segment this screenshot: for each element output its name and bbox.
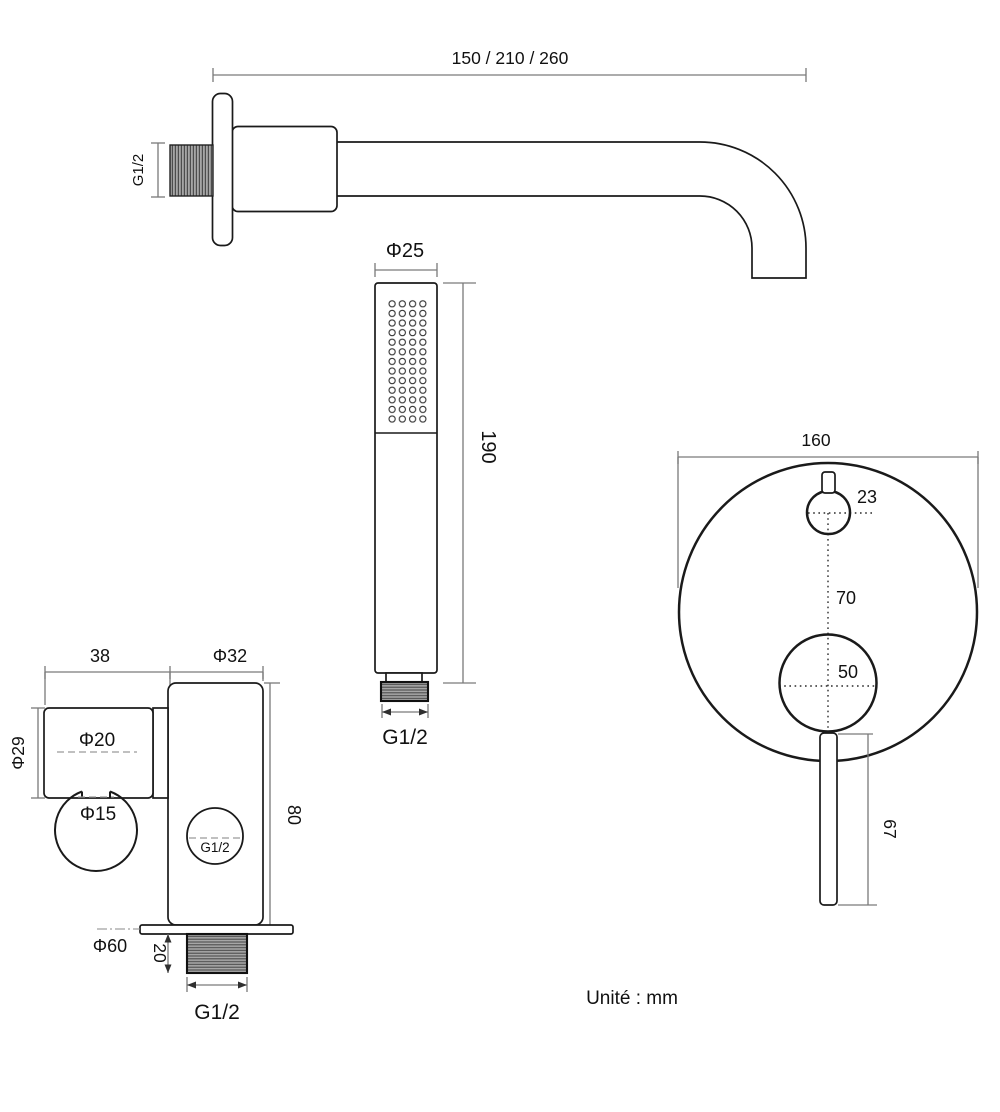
- diverter-stem: [822, 472, 835, 493]
- spout-thread-dimension: [130, 143, 165, 197]
- outlet-thread-label: G1/2: [194, 1001, 240, 1024]
- spout-thread-label: G1/2: [130, 153, 147, 187]
- thread-length-dimension: [150, 934, 172, 973]
- outlet-thread: [187, 934, 247, 973]
- spout-length-label: 150 / 210 / 260: [451, 48, 569, 68]
- body-height-dimension: [264, 683, 304, 925]
- hand-shower-view: [375, 240, 499, 749]
- lever-length-label: 67: [880, 819, 900, 839]
- mixer-plate-view: [678, 430, 978, 905]
- center-spacing-label: 70: [835, 588, 857, 608]
- shower-thread-label: G1/2: [382, 726, 428, 749]
- port-thread-label: G1/2: [200, 840, 230, 855]
- clip-inner-label: Φ20: [78, 730, 116, 751]
- shower-spray-nozzles: [387, 299, 428, 424]
- outlet-thread-dimension: [187, 977, 247, 1024]
- spout-thread-nipple: [170, 145, 213, 196]
- spout-length-dimension: [213, 48, 806, 82]
- outlet-body: [168, 683, 263, 925]
- flange-diameter-label: Φ60: [92, 936, 128, 956]
- holder-diameter-dimension: [8, 708, 45, 798]
- spout-flange: [213, 94, 233, 246]
- thread-length-label: 20: [150, 943, 170, 963]
- mixer-diameter-label: 160: [801, 430, 831, 450]
- shower-length-dimension: [443, 283, 499, 683]
- clip-gap-label: Φ15: [79, 804, 117, 825]
- wall-spout-view: [130, 48, 806, 278]
- holder-diameter-label: Φ29: [8, 736, 28, 770]
- shower-diameter-label: Φ25: [385, 240, 425, 262]
- shower-length-label: 190: [477, 430, 499, 464]
- holder-width-label: 38: [89, 646, 111, 666]
- shower-thread: [381, 682, 428, 701]
- mixer-lever: [820, 733, 837, 905]
- body-diameter-label: Φ32: [212, 646, 248, 666]
- holder-outlet-view: [8, 646, 304, 1024]
- shower-connector-neck: [386, 673, 422, 682]
- knob-diameter-label: 23: [856, 487, 878, 507]
- mixer-diameter-dimension: [678, 430, 978, 588]
- shower-thread-dimension: [382, 704, 428, 749]
- spout-body: [232, 127, 337, 212]
- shower-diameter-dimension: [375, 240, 437, 277]
- wall-flange: [140, 925, 293, 934]
- handle-base-diameter-label: 50: [837, 662, 859, 682]
- holder-spacer: [153, 708, 168, 798]
- body-height-label: 80: [284, 804, 304, 826]
- holder-block: [44, 708, 153, 798]
- unit-note: Unité : mm: [586, 988, 678, 1009]
